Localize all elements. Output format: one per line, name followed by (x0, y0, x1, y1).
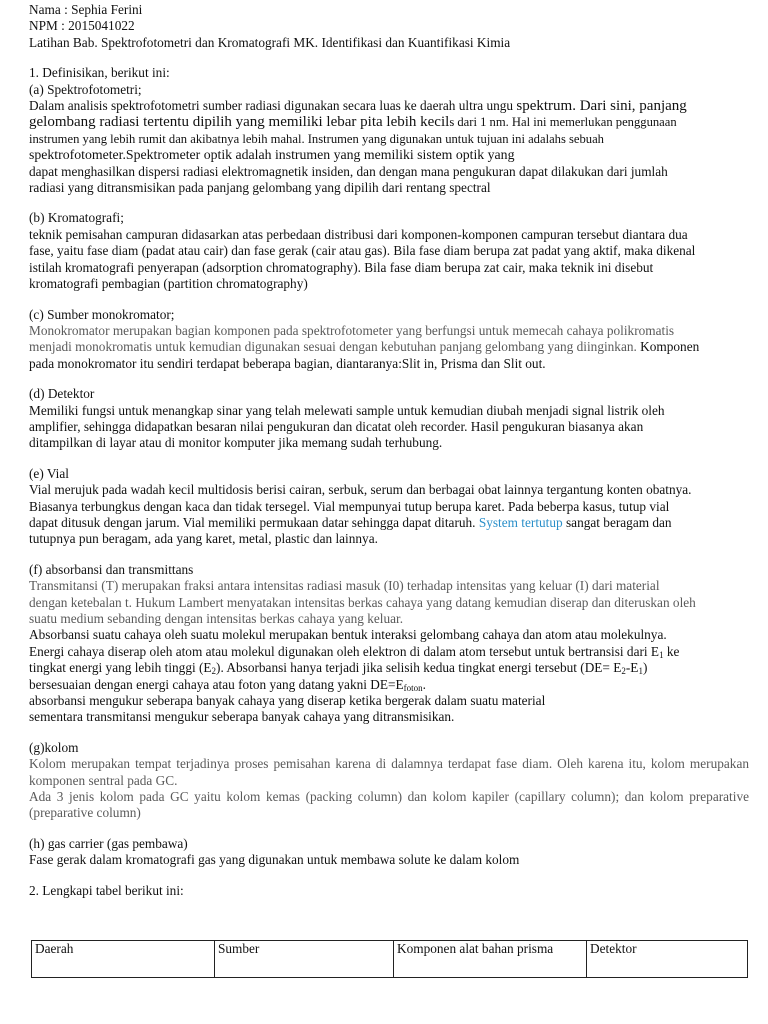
text-run: spektrum. Dari sini, panjang (516, 98, 687, 115)
text-run: bersesuaian dengan energi cahaya atau foton yang datang yakni DE=E (29, 676, 404, 692)
section-f-line (29, 677, 749, 693)
system-tertutup-link[interactable]: System tertutup (475, 514, 563, 530)
section-c-heading: (c) Sumber monokromator; (29, 306, 175, 322)
section-f-line: absorbansi mengukur seberapa banyak cahaya yang diserap ketika bergerak dalam suatu material (29, 693, 546, 709)
section-f-line (29, 660, 749, 676)
section-f-line: sementara transmitansi mengukur seberapa banyak cahaya yang ditransmisikan. (29, 709, 455, 725)
text-run: -E (625, 660, 639, 676)
section-a-line (29, 98, 749, 114)
section-e-line: Vial merujuk pada wadah kecil multidosis berisi cairan, serbuk, serum dan berbagai obat lainnya tergantung konten obatnya. (29, 482, 692, 498)
section-e-heading: (e) Vial (29, 465, 69, 481)
student-name: Nama : Sephia Ferini (29, 2, 143, 17)
section-b-heading: (b) Kromatografi; (29, 210, 124, 226)
section-f-line (29, 644, 749, 660)
section-a-line (29, 114, 749, 130)
section-d-heading: (d) Detektor (29, 386, 95, 402)
text-run: Dalam analisis spektrofotometri sumber radiasi digunakan secara luas ke daerah ultra ungu (29, 98, 517, 114)
text-run: Energi cahaya diserap oleh atom atau molekul digunakan oleh elektron di dalam atom tersebut untuk bertransisi dari E (29, 643, 660, 659)
section-d-line: ditampilkan di layar atau di monitor komputer jika memang sudah terhubung. (29, 435, 443, 451)
subscript: 2 (621, 666, 626, 677)
table-row (32, 941, 748, 978)
assignment-title: Latihan Bab. Spektrofotometri dan Kromatografi MK. Identifikasi dan Kuantifikasi Kimia (29, 34, 511, 50)
section-f-line: suatu medium sebanding dengan intensitas berkas cahaya yang keluar. (29, 611, 404, 626)
student-npm: NPM : 2015041022 (29, 18, 135, 34)
section-c-line (29, 339, 749, 355)
section-a-line: spektrofotometer.Spektrometer optik adalah instrumen yang memiliki sistem optik yang (29, 147, 515, 163)
question-1-heading: 1. Definisikan, berikut ini: (29, 65, 170, 81)
section-b-line: fase, yaitu fase diam (padat atau cair) dan fase gerak (cair atau gas). Bila fase diam berupa zat padat yang aktif, maka dikenal (29, 243, 696, 259)
section-f-heading: (f) absorbansi dan transmittans (29, 561, 194, 577)
section-g-paragraph: Kolom merupakan tempat terjadinya proses pemisahan karena di dalamnya terdapat fase diam. Oleh karena itu, kolom merupakan komponen sentral pada GC. (29, 756, 749, 788)
section-c-line: pada monokromator itu sendiri terdapat beberapa bagian, diantaranya:Slit in, Prisma dan Slit out. (29, 355, 546, 371)
text-run: gelombang radiasi tertentu dipilih yang memiliki lebar pita lebih kecil (29, 114, 450, 131)
text-run: ke (663, 643, 680, 659)
text-run: menjadi monokromatis untuk kemudian digunakan sesuai dengan kebutuhan panjang gelombang yang diinginkan. (29, 339, 637, 355)
section-d-line: Memiliki fungsi untuk menangkap sinar yang telah melewati sample untuk kemudian diubah menjadi signal listrik oleh (29, 402, 665, 418)
text-run: s dari 1 nm. Hal ini memerlukan penggunaan (449, 115, 677, 130)
section-a-line: instrumen yang lebih rumit dan akibatnya lebih mahal. Instrumen yang digunakan untuk tujuan ini adalahs sebuah (29, 131, 604, 146)
subscript: 1 (659, 649, 664, 660)
section-a-line: dapat menghasilkan dispersi radiasi elektromagnetik insiden, dan dengan mana pengukuran dapat dilakukan dari jumlah (29, 163, 668, 179)
section-b-line: teknik pemisahan campuran didasarkan atas perbedaan distribusi dari komponen-komponen campuran tersebut diantara dua (29, 226, 688, 242)
text-run: sangat beragam dan (562, 514, 672, 530)
text-run: dapat ditusuk dengan jarum. Vial memiliki permukaan datar sehingga dapat ditaruh. (29, 514, 476, 530)
section-h-heading: (h) gas carrier (gas pembawa) (29, 835, 188, 851)
section-e-line: Biasanya terbungkus dengan kaca dan tidak tersegel. Vial mempunyai tutup berupa karet. Pada beberpa kasus, tutup vial (29, 498, 670, 514)
section-g-heading: (g)kolom (29, 739, 79, 755)
table-header-cell: Detektor (587, 941, 748, 978)
table-header-cell: Daerah (32, 941, 215, 978)
document-body (29, 2, 749, 899)
section-e-line: tutupnya pun beragam, ada yang karet, metal, plastic dan lainnya. (29, 531, 378, 547)
section-e-line (29, 515, 749, 531)
section-b-line: kromatografi pembagian (partition chromatography) (29, 276, 308, 292)
subscript: foton (403, 682, 423, 693)
section-g-paragraph: Ada 3 jenis kolom pada GC yaitu kolom kemas (packing column) dan kolom kapiler (capillary column); dan kolom preparative (preparative column) (29, 789, 749, 821)
question-2-heading: 2. Lengkapi tabel berikut ini: (29, 882, 184, 898)
text-run: ) (642, 660, 648, 676)
text-run: Komponen (636, 339, 700, 355)
text-run: tingkat energi yang lebih tinggi (E (29, 660, 212, 676)
subscript: 1 (638, 666, 643, 677)
text-run: ). Absorbansi hanya terjadi jika selisih kedua tingkat energi tersebut (DE= E (216, 660, 622, 676)
detector-table (31, 940, 748, 978)
table-header-cell: Sumber (215, 941, 394, 978)
section-b-line: istilah kromatografi penyerapan (adsorption chromatography). Bila fase diam berupa zat cair, maka teknik ini disebut (29, 259, 654, 275)
section-a-heading: (a) Spektrofotometri; (29, 81, 142, 97)
section-f-line: Absorbansi suatu cahaya oleh suatu molekul merupakan bentuk interaksi gelombang cahaya dan atom atau molekulnya. (29, 627, 667, 643)
section-h-line: Fase gerak dalam kromatografi gas yang digunakan untuk membawa solute ke dalam kolom (29, 852, 520, 868)
subscript: 2 (211, 666, 217, 677)
section-a-line: radiasi yang ditransmisikan pada panjang gelombang yang dipilih dari rentang spectral (29, 180, 491, 196)
section-c-line: Monokromator merupakan bagian komponen pada spektrofotometer yang berfungsi untuk memecah cahaya polikromatis (29, 322, 675, 338)
section-f-line: dengan ketebalan t. Hukum Lambert menyatakan intensitas berkas cahaya yang datang kemudian diserap dan diteruskan oleh (29, 594, 696, 610)
section-d-line: amplifier, sehingga didapatkan besaran nilai pengukuran dan dicatat oleh recorder. Hasil pengukuran biasanya akan (29, 418, 644, 434)
text-run: . (422, 676, 426, 692)
section-f-line: Transmitansi (T) merupakan fraksi antara intensitas radiasi masuk (I0) terhadap intensitas yang keluar (I) dari material (29, 578, 660, 594)
table-header-cell: Komponen alat bahan prisma (394, 941, 587, 978)
